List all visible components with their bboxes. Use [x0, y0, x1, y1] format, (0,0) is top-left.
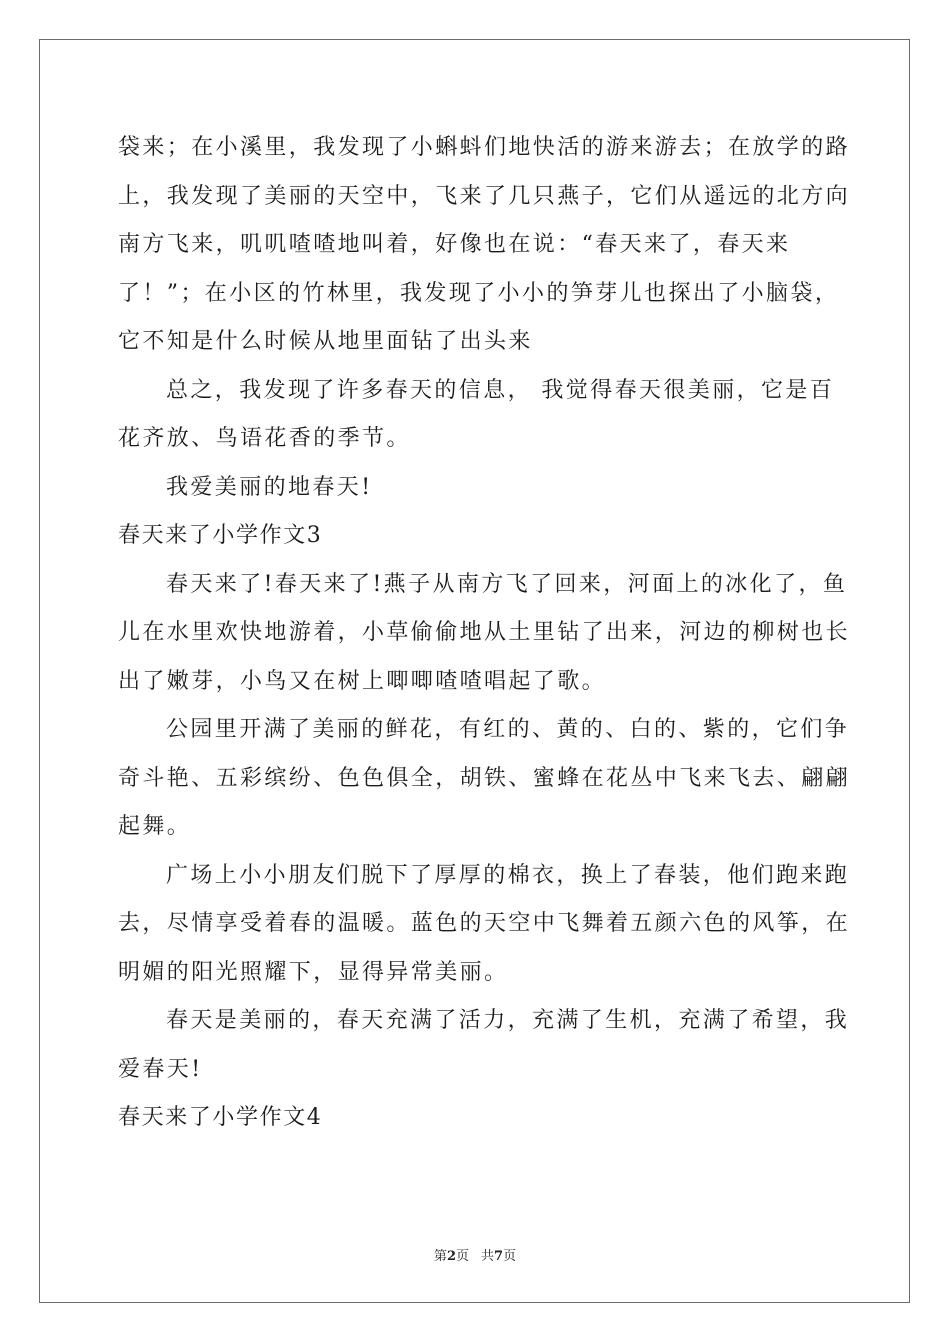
paragraph-first-line: 我爱美丽的地春天!	[166, 474, 373, 500]
text-line: 儿在水里欢快地游着，小草偷偷地从土里钻了出来，河边的柳树也长	[118, 620, 851, 645]
page-total-prefix: 共	[481, 1249, 495, 1264]
page-total-suffix: 页	[503, 1249, 517, 1264]
text-line: 起舞。	[118, 814, 192, 839]
text-line: 出了嫩芽，小鸟又在树上唧唧喳喳唱起了歌。	[118, 668, 607, 694]
text-line: 它不知是什么时候从地里面钻了出头来	[118, 329, 533, 354]
paragraph-first-line: 广场上小小朋友们脱下了厚厚的棉衣，换上了春装，他们跑来跑	[166, 862, 850, 888]
text-line: 明媚的阳光照耀下，显得异常美丽。	[118, 959, 509, 985]
text-line: 南方飞来，叽叽喳喳地叫着，好像也在说：“春天来了，春天来	[118, 232, 791, 257]
page-footer	[0, 1248, 950, 1266]
page-number-prefix: 第	[433, 1249, 447, 1264]
page-total-count: 7	[494, 1249, 504, 1264]
text-line: 爱春天!	[118, 1056, 203, 1082]
text-line: 了！”；在小区的竹林里，我发现了小小的笋芽儿也探出了小脑袋，	[118, 280, 840, 306]
text-line: 花齐放、鸟语花香的季节。	[118, 426, 411, 451]
text-line: 奇斗艳、五彩缤纷、色色俱全，胡铁、蜜蜂在花丛中飞来飞去、翩翩	[118, 765, 851, 791]
section-heading: 春天来了小学作文4	[118, 1105, 323, 1130]
paragraph-first-line: 春天是美丽的，春天充满了活力，充满了生机，充满了希望，我	[166, 1008, 850, 1033]
paragraph-first-line: 春天来了!春天来了!燕子从南方飞了回来，河面上的冰化了，鱼	[166, 571, 848, 597]
document-body	[118, 124, 851, 1143]
paragraph-first-line: 总之，我发现了许多春天的信息， 我觉得春天很美丽，它是百	[166, 377, 835, 403]
text-line: 上，我发现了美丽的天空中，飞来了几只燕子，它们从遥远的北方向	[118, 183, 851, 209]
text-line: 袋来；在小溪里，我发现了小蝌蚪们地快活的游来游去；在放学的路	[118, 135, 851, 160]
paragraph-first-line: 公园里开满了美丽的鲜花，有红的、黄的、白的、紫的，它们争	[166, 717, 850, 742]
page-number-suffix: 页	[455, 1249, 469, 1264]
section-heading: 春天来了小学作文3	[118, 523, 323, 548]
text-line: 去，尽情享受着春的温暖。蓝色的天空中飞舞着五颜六色的风筝，在	[118, 911, 851, 936]
page-number-current: 2	[446, 1249, 456, 1264]
